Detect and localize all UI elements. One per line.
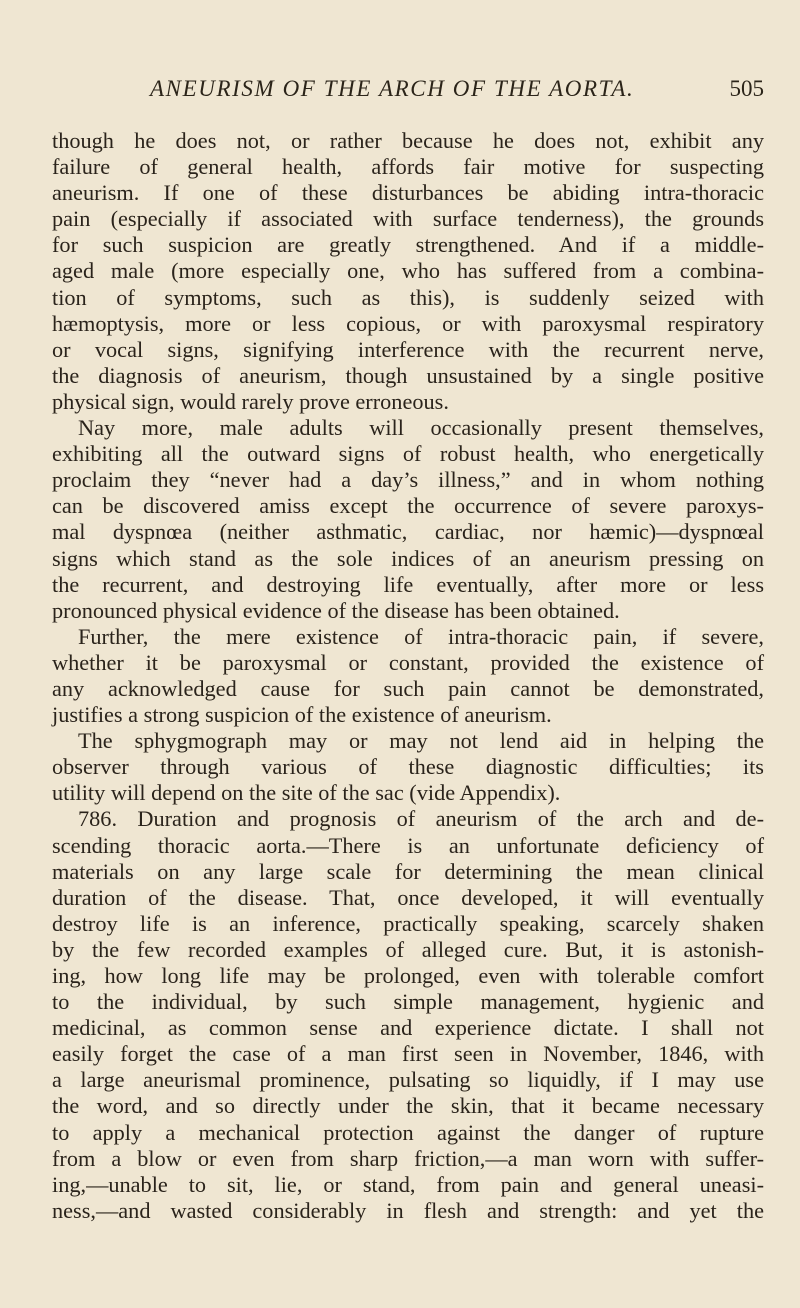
- text-line: medicinal, as common sense and experience dictate. I shall not: [52, 1015, 764, 1041]
- text-line: destroy life is an inference, practically speaking, scarcely shaken: [52, 910, 764, 936]
- running-head: [52, 76, 764, 106]
- text-line: ing,—unable to sit, lie, or stand, from pain and general uneasi-: [52, 1171, 764, 1197]
- text-line: proclaim they “never had a day’s illness,” and in whom nothing: [52, 467, 764, 493]
- text-line: Nay more, male adults will occasionally present themselves,: [78, 415, 764, 441]
- text-line: observer through various of these diagnostic difficulties; its: [52, 754, 764, 780]
- text-line: duration of the disease. That, once developed, it will eventually: [52, 884, 764, 910]
- text-line: justifies a strong suspicion of the existence of aneurism.: [52, 702, 552, 728]
- text-line: signs which stand as the sole indices of an aneurism pressing on: [52, 545, 764, 571]
- page-number: 505: [729, 76, 764, 101]
- text-line: scending thoracic aorta.—There is an unfortunate deficiency of: [52, 832, 764, 858]
- text-line: exhibiting all the outward signs of robust health, who energetically: [52, 441, 764, 467]
- text-line: physical sign, would rarely prove erroneous.: [52, 388, 449, 414]
- text-line: the recurrent, and destroying life eventually, after more or less: [52, 571, 764, 597]
- text-line: any acknowledged cause for such pain cannot be demonstrated,: [52, 675, 764, 701]
- text-line: pain (especially if associated with surface tenderness), the grounds: [52, 206, 764, 232]
- text-line: tion of symptoms, such as this), is suddenly seized with: [52, 284, 764, 310]
- text-line: to apply a mechanical protection against the danger of rupture: [52, 1119, 764, 1145]
- text-line: failure of general health, affords fair motive for suspecting: [52, 154, 764, 180]
- text-line: materials on any large scale for determining the mean clinical: [52, 858, 764, 884]
- text-line: aneurism. If one of these disturbances be abiding intra-thoracic: [52, 180, 764, 206]
- text-line: or vocal signs, signifying interference with the recurrent nerve,: [52, 336, 764, 362]
- text-line: The sphygmograph may or may not lend aid in helping the: [78, 728, 764, 754]
- body-text: [52, 128, 764, 1224]
- text-line: to the individual, by such simple management, hygienic and: [52, 989, 764, 1015]
- text-line: the word, and so directly under the skin, that it became necessary: [52, 1093, 764, 1119]
- text-line: can be discovered amiss except the occurrence of severe paroxys-: [52, 493, 764, 519]
- text-line: easily forget the case of a man first seen in November, 1846, with: [52, 1041, 764, 1067]
- text-line: aged male (more especially one, who has suffered from a combina-: [52, 258, 764, 284]
- text-line: though he does not, or rather because he does not, exhibit any: [52, 128, 764, 153]
- text-line: mal dyspnœa (neither asthmatic, cardiac, nor hæmic)—dyspnœal: [52, 519, 764, 545]
- text-line: a large aneurismal prominence, pulsating so liquidly, if I may use: [52, 1067, 764, 1093]
- text-line: pronounced physical evidence of the disease has been obtained.: [52, 597, 620, 623]
- text-line: ing, how long life may be prolonged, even with tolerable comfort: [52, 963, 764, 988]
- text-line: whether it be paroxysmal or constant, provided the existence of: [52, 649, 764, 675]
- text-line: by the few recorded examples of alleged cure. But, it is astonish-: [52, 936, 764, 962]
- text-line: Further, the mere existence of intra-thoracic pain, if severe,: [78, 623, 764, 649]
- text-line: for such suspicion are greatly strengthened. And if a middle-: [52, 232, 764, 258]
- text-line: ness,—and wasted considerably in flesh and strength: and yet the: [52, 1197, 764, 1223]
- text-line: 786. Duration and prognosis of aneurism of the arch and de-: [78, 806, 764, 832]
- text-line: utility will depend on the site of the sac (vide Appendix).: [52, 780, 561, 806]
- text-line: the diagnosis of aneurism, though unsustained by a single positive: [52, 362, 764, 388]
- running-title: ANEURISM OF THE ARCH OF THE AORTA.: [150, 76, 635, 101]
- text-line: from a blow or even from sharp friction,—a man worn with suffer-: [52, 1145, 764, 1171]
- text-line: hæmoptysis, more or less copious, or with paroxysmal respiratory: [52, 310, 764, 336]
